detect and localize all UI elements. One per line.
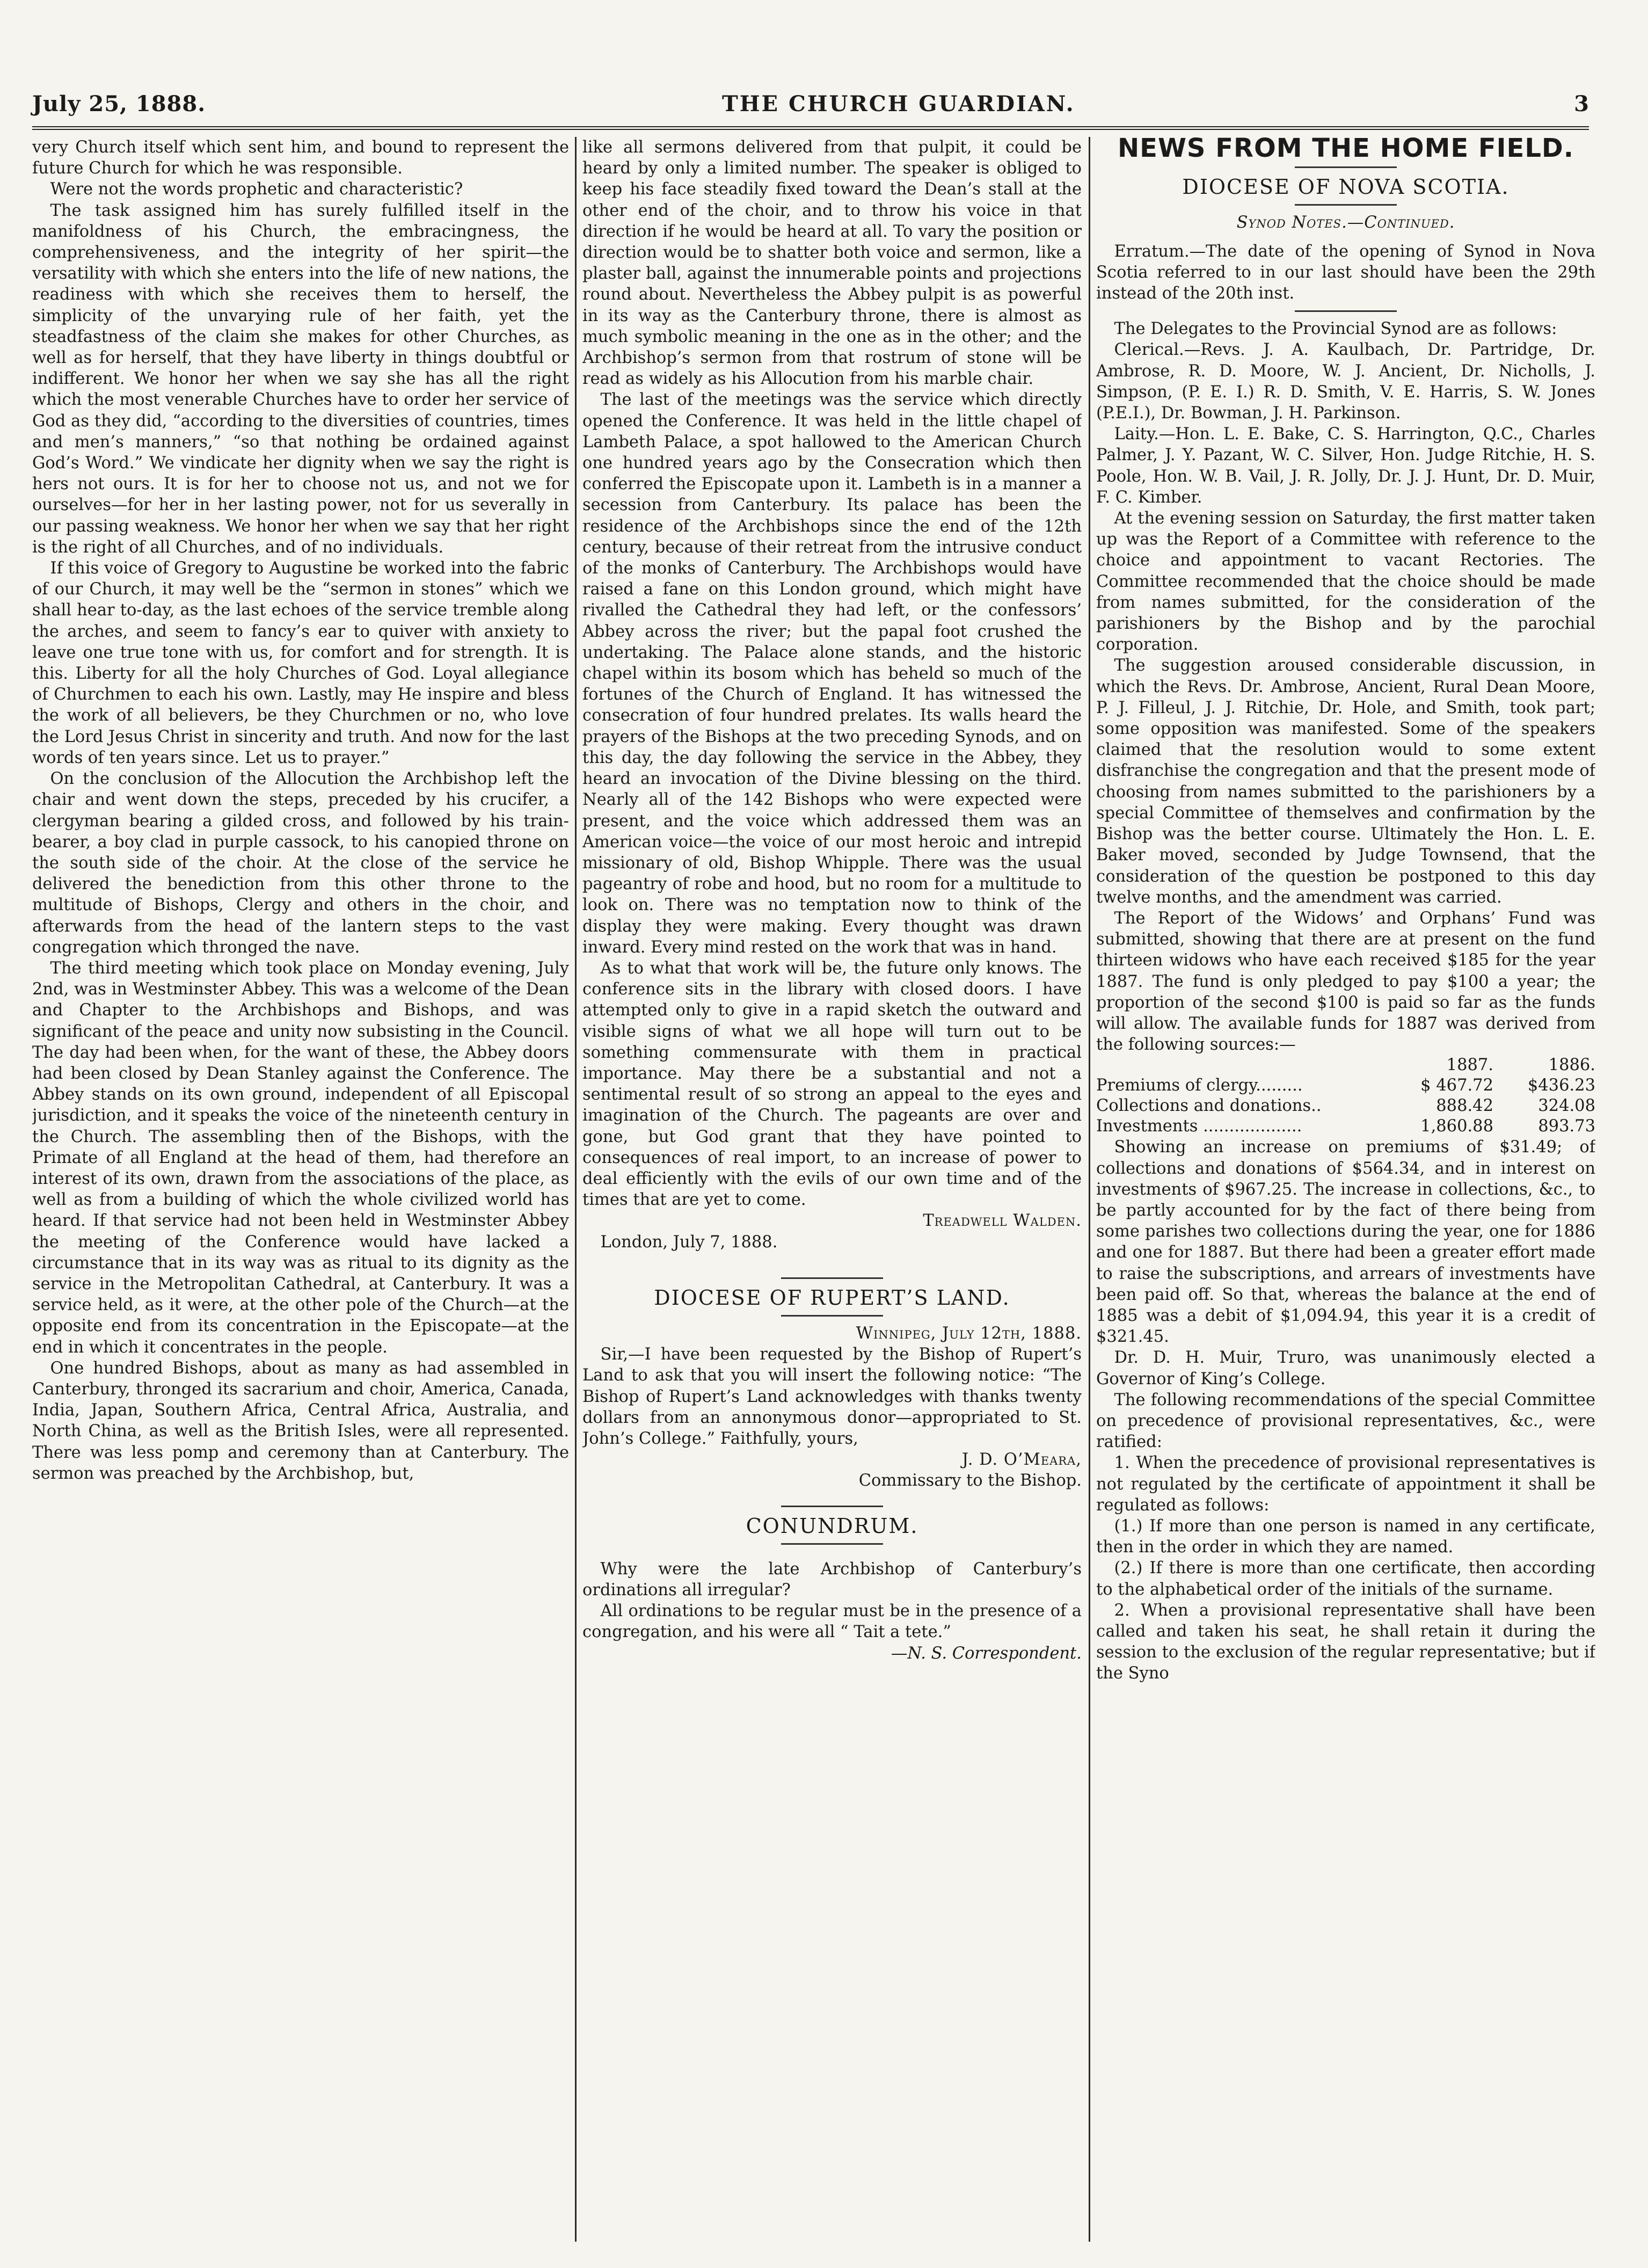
section-heading-conundrum: CONUNDRUM. <box>746 1514 918 1538</box>
rule-item: (1.) If more than one person is named in any certificate, then in the order in which they are named. <box>1096 1516 1595 1557</box>
conundrum-answer: All ordinations to be regular must be in the presence of a congregation, and his were all “ Tait a tete.” <box>582 1602 1082 1642</box>
article-paragraph: On the conclusion of the Allocution the Archbishop left the chair and went down the steps, preceded by his crucifer, a clergyman bearing a gilded cross, and followed by his train-bearer, a boy clad in purple cassock, to his canopied throne on the south side of the choir. At the close of the service he delivered the benediction from this other throne to the multitude of Bishops, Clergy and others in the choir, and afterwards from the head of the lantern steps to the vast congregation which thronged the nave. <box>32 769 569 957</box>
table-cell-label: Investments ................... <box>1096 1117 1302 1136</box>
article-paragraph: Dr. D. H. Muir, Truro, was unanimously elected a Governor of King’s College. <box>1096 1348 1595 1389</box>
section-divider <box>1295 204 1397 206</box>
letter-dateline: Winnipeg, July 12th, 1888. <box>856 1324 1082 1343</box>
article-paragraph: The third meeting which took place on Monday evening, July 2nd, was in Westminster Abbey. This was a welcome of the Dean and Chapter to the Archbishops and Bishops, and was significant of the peace and unity now subsisting in the Council. The day had been when, for the want of these, the Abbey doors had been closed by Dean Stanley against the Conference. The Abbey stands on its own ground, independent of all Episcopal jurisdiction, and it speaks the voice of the nineteenth century in the Church. The assembling then of the Bishops, with the Primate of all England at the head of them, had therefore an interest of its own, drawn from the associations of the place, as well as from a building of which the whole civilized world has heard. If that service had not been held in Westminster Abbey the meeting of the Conference would have lacked a circumstance that in its way was as ritual to its dignity as the service in the Metropolitan Cathedral, at Canterbury. It was a service held, as it were, at the other pole of the Church—at the opposite end from its concentration in the Episcopate—at the end in which it concentrates in the people. <box>32 958 569 1357</box>
section-heading-ruperts-land: DIOCESE OF RUPERT’S LAND. <box>654 1285 1010 1310</box>
section-divider <box>781 1315 883 1317</box>
column-1 <box>32 137 569 2242</box>
article-paragraph: The last of the meetings was the service which directly opened the Conference. It was held in the little chapel of Lambeth Palace, a spot hallowed to the American Church one hundred years ago by the Consecration which then conferred the Episcopate upon it. Lambeth is in a manner a secession from Canterbury. Its palace has been the residence of the Archbishops since the end of the 12th century, because of their retreat from the intrusive conduct of the monks of Canterbury. The Archbishops would have raised a fane on this London ground, which might have rivalled the Cathedral they had left, or the confessors’ Abbey across the river; but the papal foot crushed the undertaking. The Palace alone stands, and the historic chapel within its bosom which has beheld so much of the fortunes of the Church of England. It has witnessed the consecration of four hundred prelates. Its walls heard the prayers of the Bishops at the two preceding Synods, and on this day, the day following the service in the Abbey, they heard an invocation of the Divine blessing on the third. Nearly all of the 142 Bishops who were expected were present, and the voice which addressed them was an American voice—the voice of our most heroic and intrepid missionary of old, Bishop Whipple. There was the usual pageantry of robe and hood, but no room for a multitude to look on. There was no temptation now to think of the display they were making. Every thought was drawn inward. Every mind rested on the work that was in hand. <box>582 390 1082 957</box>
page-number: 3 <box>1574 91 1589 117</box>
section-divider <box>781 1277 883 1279</box>
table-cell: 893.73 <box>1538 1117 1595 1136</box>
column-rule <box>1089 137 1090 2242</box>
article-paragraph: As to what that work will be, the future only knows. The conference sits in the library with closed doors. I have attempted only to give in a rapid sketch the outward and visible signs of what we all hope will turn out to be something commensurate with them in practical importance. May there be a substantial and not a sentimental result of so strong an appeal to the eyes and imagination of the Church. The pageants are over and gone, but God grant that they have pointed to consequences of real import, to an increase of power to deal efficiently with the evils of our own time and of the times that are yet to come. <box>582 958 1082 1210</box>
table-cell: $436.23 <box>1527 1076 1595 1095</box>
table-cell-label: Collections and donations.. <box>1096 1096 1322 1116</box>
table-header-cell: 1887. <box>1446 1056 1493 1075</box>
delegates-laity: Laity.—Hon. L. E. Bake, C. S. Harrington, Q.C., Charles Palmer, J. Y. Pazant, W. C. Silver, Hon. Judge Ritchie, H. S. Poole, Hon. W. B. Vail, J. R. Jolly, Dr. J. J. Hunt, Dr. D. Muir, F. C. Kimber. <box>1096 425 1595 507</box>
article-paragraph: The Report of the Widows’ and Orphans’ Fund was submitted, showing that there are at present on the fund thirteen widows who have each received $185 for the year 1887. The fund is only pledged to pay $100 a year; the proportion of the second $100 is paid so far as the funds will allow. The available funds for 1887 was derived from the following sources:— <box>1096 908 1595 1055</box>
article-paragraph: very Church itself which sent him, and bound to represent the future Church for which he was responsible. <box>32 138 569 178</box>
article-paragraph: The Delegates to the Provincial Synod are as follows: <box>1114 319 1557 339</box>
section-divider <box>1295 166 1397 168</box>
subheading-synod-notes: Synod Notes.—Continued. <box>1236 213 1455 232</box>
letter-body: Sir,—I have been requested by the Bishop of Rupert’s Land to ask that you will insert the following notice: “The Bishop of Rupert’s Land acknowledges with thanks twenty dollars from an annonymous donor—appropriated to St. John’s College.” Faithfully, yours, <box>582 1345 1082 1448</box>
table-header-cell: 1886. <box>1548 1056 1595 1075</box>
conundrum-question: Why were the late Archbishop of Canterbury’s ordinations all irregular? <box>582 1559 1082 1600</box>
section-heading-nova-scotia: DIOCESE OF NOVA SCOTIA. <box>1182 175 1510 199</box>
article-paragraph: One hundred Bishops, about as many as had assembled in Canterbury, thronged its sacrarium and choir, America, Canada, India, Japan, Southern Africa, Central Africa, Australia, and North China, as well as the British Isles, were all represented. There was less pomp and ceremony than at Canterbury. The sermon was preached by the Archbishop, but, <box>32 1358 569 1483</box>
section-divider <box>781 1506 883 1507</box>
rule-item: 2. When a provisional representative shall have been called and taken his seat, he shall retain it during the session to the exclusion of the regular representative; but if the Syno <box>1096 1601 1595 1683</box>
conundrum-signature: —N. S. Correspondent. <box>891 1644 1082 1663</box>
section-divider <box>781 1543 883 1545</box>
funds-table <box>1096 1055 1595 1137</box>
section-heading-news: NEWS FROM THE HOME FIELD. <box>1118 137 1574 163</box>
table-cell: 1,860.88 <box>1420 1117 1493 1136</box>
table-cell: 888.42 <box>1436 1096 1493 1116</box>
article-paragraph: The suggestion aroused considerable discussion, in which the Revs. Dr. Ambrose, Ancient, Rural Dean Moore, P. J. Filleul, J. J. Ritchie, Dr. Hole, and Smith, took part; some opposition was manifested. Some of the speakers claimed that the resolution would to some extent disfranchise the congregation and that the present mode of choosing from names submitted to the parishioners by a special Committee of themselves and confirmation by the Bishop was the better course. Ultimately the Hon. L. E. Baker moved, seconded by Judge Townsend, that the consideration of the question be postponed to this day twelve months, and the amendment was carried. <box>1096 656 1595 907</box>
article-paragraph: Showing an increase on premiums of $31.49; of collections and donations of $564.34, and in interest on investments of $967.25. The increase in collections, &c., to be partly accounted for by the fact of there being from some parishes two collections during the year, one for 1886 and one for 1887. But there had been a greater effort made to raise the subscriptions, and arrears of investments have been paid off. So that, whereas the balance at the end of 1885 was a debit of $1,094.94, this year it is a credit of $321.45. <box>1096 1138 1595 1347</box>
masthead <box>32 89 1589 130</box>
delegates-clerical: Clerical.—Revs. J. A. Kaulbach, Dr. Partridge, Dr. Ambrose, R. D. Moore, W. J. Ancient, Dr. Nicholls, J. Simpson, (P. E. I.) R. D. Smith, V. E. Harris, S. W. Jones (P.E.I.), Dr. Bowman, J. H. Parkinson. <box>1096 340 1595 423</box>
article-paragraph: At the evening session on Saturday, the first matter taken up was the Report of a Committee with reference to the choice and appointment to vacant Rectories. The Committee recommended that the choice should be made from names submitted, for the consideration of the parishioners by the Bishop and by the parochial corporation. <box>1096 509 1595 655</box>
table-row <box>1096 1116 1595 1137</box>
newspaper-title: THE CHURCH GUARDIAN. <box>722 91 1075 117</box>
section-divider <box>1295 310 1397 312</box>
article-paragraph: like all sermons delivered from that pulpit, it could be heard by only a limited number. The speaker is obliged to keep his face steadily fixed toward the Dean’s stall at the other end of the choir, and to throw his voice in that direction if he would be heard at all. To vary the position or direction would be to shatter both voice and sermon, like a plaster ball, against the innumerable points and projections round about. Nevertheless the Abbey pulpit is as powerful in its way as the Canterbury throne, there is almost as much symbolic meaning in the one as in the other; and the Archbishop’s sermon from that rostrum of stone will be read as widely as his Allocution from his marble chair. <box>582 138 1082 389</box>
table-cell-label: Premiums of clergy......... <box>1096 1076 1303 1095</box>
issue-date: July 25, 1888. <box>32 91 206 117</box>
article-paragraph: The following recommendations of the special Committee on precedence of provisional representatives, &c., were ratified: <box>1096 1390 1595 1452</box>
article-signature: Treadwell Walden. <box>923 1211 1082 1231</box>
rule-item: 1. When the precedence of provisional representatives is not regulated by the certificate of appointment it shall be regulated as follows: <box>1096 1453 1595 1515</box>
letter-signature-title: Commissary to the Bishop. <box>858 1471 1082 1491</box>
column-3 <box>1096 137 1595 2242</box>
rule-item: (2.) If there is more than one certificate, then according to the alphabetical order of the initials of the surname. <box>1096 1559 1595 1599</box>
table-header-row <box>1096 1055 1595 1075</box>
table-row <box>1096 1075 1595 1096</box>
table-row <box>1096 1096 1595 1116</box>
letter-signature-name: J. D. O’Meara, <box>961 1450 1082 1470</box>
erratum-paragraph: Erratum.—The date of the opening of Synod in Nova Scotia referred to in our last should have been the 29th instead of the 20th inst. <box>1096 242 1595 303</box>
article-dateline: London, July 7, 1888. <box>600 1232 778 1252</box>
article-paragraph: If this voice of Gregory to Augustine be worked into the fabric of our Church, it may well be the “sermon in stones” which we shall hear to-day, as the last echoes of the service tremble along the arches, and seem to fancy’s ear to quiver with anxiety to leave one true tone with us, for comfort and for strength. It is this. Liberty for all the holy Churches of God. Loyal allegiance of Churchmen to each his own. Lastly, may He inspire and bless the work of all believers, be they Churchmen or no, who love the Lord Jesus Christ in sincerity and truth. And now for the last words of ten years since. Let us to prayer.” <box>32 559 569 767</box>
column-rule <box>575 137 577 2242</box>
article-paragraph: The task assigned him has surely fulfilled itself in the manifoldness of his Church, the embracingness, the comprehensiveness, and the integrity of her spirit—the versatility with which she enters into the life of new nations, the readiness with which she receives them to herself, the simplicity of the unvarying rule of her faith, yet the steadfastness of the claim she makes for other Churches, as well as for herself, that they have liberty in things doubtful or indifferent. We honor her when we say she has all the right which the most venerable Churches have to order her service of God as they did, “according to the diversities of countries, times and men’s manners,” “so that nothing be ordained against God’s Word.” We vindicate her dignity when we say the right is hers not ours. It is for her to choose not us, and not we for ourselves—for her in her lasting power, not for us severally in our passing weakness. We honor her when we say that her right is the right of all Churches, and of no individuals. <box>32 201 569 557</box>
table-cell: 324.08 <box>1538 1096 1595 1116</box>
table-cell: $ 467.72 <box>1420 1076 1493 1095</box>
article-paragraph: Were not the words prophetic and characteristic? <box>50 180 463 199</box>
column-2 <box>582 137 1082 2242</box>
